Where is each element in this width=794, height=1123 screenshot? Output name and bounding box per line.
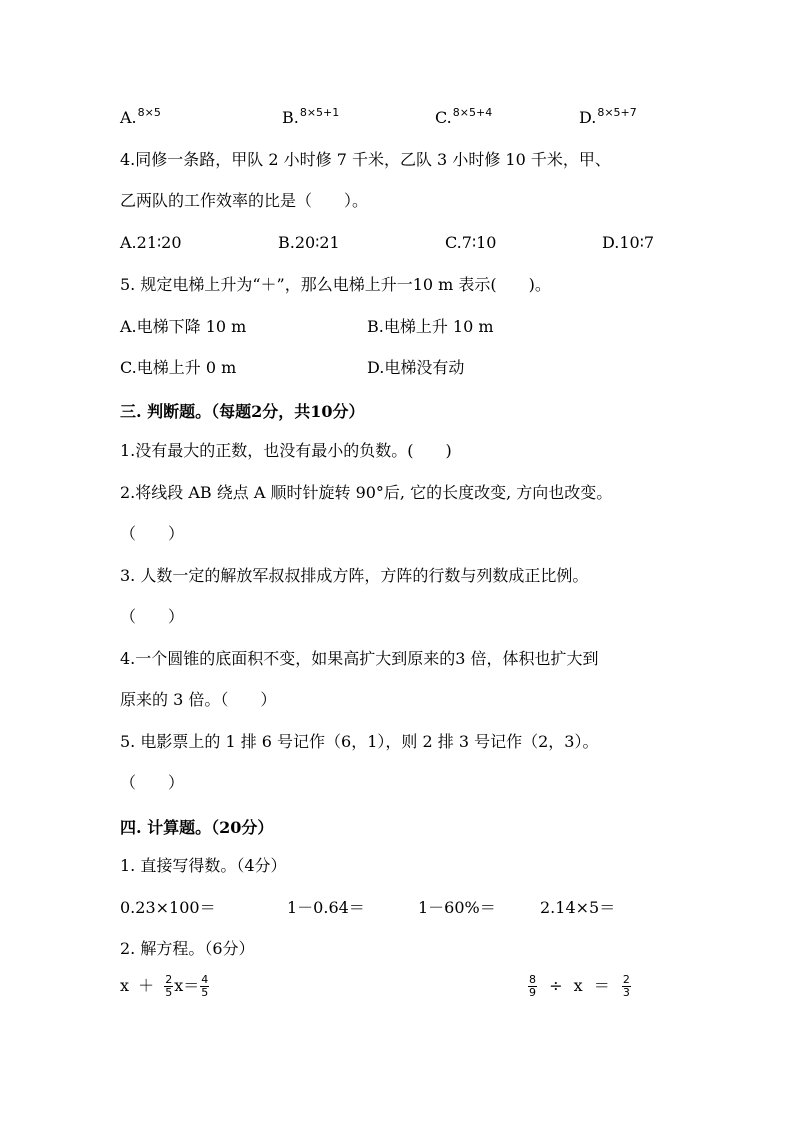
section4-heading: 四. 计算题。（20分） [120, 818, 274, 837]
eq2-fraction [528, 974, 537, 999]
q3-option-d-prefix: D. [579, 108, 597, 127]
eq2-result-fraction [622, 974, 631, 999]
q4-option-b: B.20∶21 [278, 233, 340, 252]
q3-option-b-prefix: B. [282, 108, 299, 127]
calc-item-3: 1－60%＝ [418, 898, 496, 917]
q4-text-line2: 乙两队的工作效率的比是（ ）。 [120, 191, 369, 210]
q3-option-c-expr: 8×5+4 [452, 106, 493, 119]
q3-option-d-expr: 8×5+7 [597, 106, 637, 119]
eq2-denominator: 9 [529, 986, 536, 999]
q4-text-line1: 4.同修一条路，甲队 2 小时修 7 千米，乙队 3 小时修 10 千米，甲、 [120, 150, 611, 169]
eq2-divide: ÷ [549, 976, 563, 995]
eq2-result-denominator: 3 [622, 986, 630, 999]
tf-item-2: 2.将线段 AB 绕点 A 顺时针旋转 90°后, 它的长度改变, 方向也改变。 [120, 483, 613, 502]
equation-2 [527, 974, 632, 999]
q5-option-a: A.电梯下降 10 m [120, 317, 247, 336]
eq2-equals: ＝ [593, 976, 610, 995]
eq1-x2: x [174, 976, 184, 995]
eq1-denominator: 5 [165, 986, 173, 999]
eq1-fraction [164, 974, 173, 999]
eq2-result-numerator: 2 [622, 973, 630, 986]
q3-option-b-expr: 8×5+1 [299, 106, 340, 119]
eq1-equals: ＝ [183, 976, 200, 995]
tf-item-4-cont: 原来的 3 倍。（ ） [120, 690, 277, 709]
q3-option-c-prefix: C. [435, 108, 452, 127]
tf-item-4: 4.一个圆锥的底面积不变，如果高扩大到原来的3 倍，体积也扩大到 [120, 649, 599, 668]
q3-option-d [579, 108, 637, 130]
tf-item-3: 3. 人数一定的解放军叔叔排成方阵，方阵的行数与列数成正比例。 [120, 566, 589, 585]
calc-item-2: 1－0.64＝ [287, 898, 365, 917]
tf-item-5: 5. 电影票上的 1 排 6 号记作（6，1），则 2 排 3 号记作（2，3）。 [120, 732, 599, 751]
q3-option-c [435, 108, 492, 130]
section3-heading: 三. 判断题。（每题2分，共10分） [120, 402, 365, 421]
q3-option-a-prefix: A. [120, 108, 137, 127]
q5-text: 5. 规定电梯上升为“＋”，那么电梯上升一10 m 表示( )。 [120, 275, 551, 294]
calc-sub2-title: 2. 解方程。（6分） [120, 939, 255, 958]
eq1-numerator: 2 [165, 973, 173, 986]
calc-item-1: 0.23×100＝ [120, 898, 216, 917]
q5-option-b: B.电梯上升 10 m [367, 317, 494, 336]
q4-option-d: D.10∶7 [602, 233, 655, 252]
eq1-x: x [120, 976, 130, 995]
eq1-result-denominator: 5 [201, 986, 209, 999]
eq1-result-numerator: 4 [201, 973, 209, 986]
tf-item-3-answer: （ ） [120, 607, 185, 626]
q3-option-b [282, 108, 339, 130]
q5-option-c: C.电梯上升 0 m [120, 358, 237, 377]
tf-item-1: 1.没有最大的正数，也没有最小的负数。( ) [120, 441, 452, 460]
calc-sub1-title: 1. 直接写得数。（4分） [120, 856, 287, 875]
q5-option-d: D.电梯没有动 [367, 358, 465, 377]
eq2-numerator: 8 [529, 973, 536, 986]
q3-option-a [120, 108, 161, 130]
q4-option-c: C.7∶10 [445, 233, 497, 252]
calc-item-4: 2.14×5＝ [540, 898, 616, 917]
tf-item-5-answer: （ ） [120, 773, 185, 792]
tf-item-2-answer: （ ） [120, 524, 185, 543]
eq2-x: x [573, 976, 583, 995]
eq1-plus: ＋ [138, 976, 155, 995]
equation-1 [120, 974, 210, 999]
q4-option-a: A.21∶20 [120, 233, 182, 252]
q3-option-a-expr: 8×5 [137, 106, 161, 119]
eq1-result-fraction [200, 974, 209, 999]
